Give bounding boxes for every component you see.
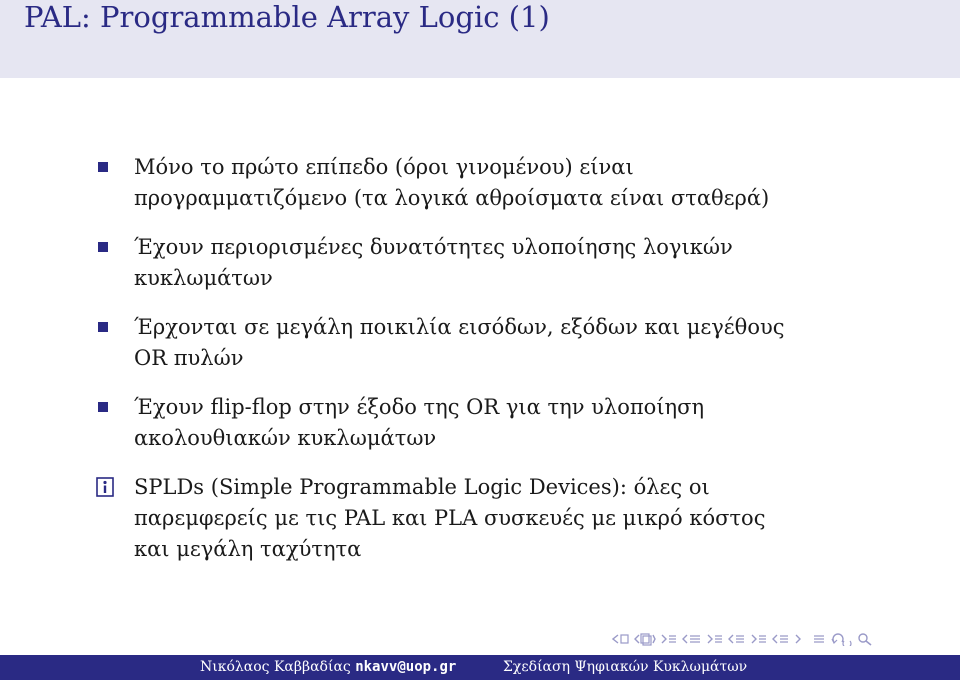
footer-author: Νικόλαος Καββαδίας xyxy=(200,659,351,675)
nav-subsection-icon[interactable] xyxy=(706,632,724,646)
square-bullet-icon xyxy=(98,162,108,172)
nav-next-section-icon[interactable] xyxy=(794,632,808,646)
slide-title: PAL: Programmable Array Logic (1) xyxy=(24,0,550,34)
bullet-line: κυκλωμάτων xyxy=(134,266,273,290)
nav-prev-subsection-icon[interactable] xyxy=(682,632,702,646)
nav-align-icon[interactable] xyxy=(812,632,826,646)
footer-author-info xyxy=(200,659,456,675)
nav-prev-frame-icon[interactable] xyxy=(612,632,630,646)
bullet-line: προγραμματιζόμενο (τα λογικά αθροίσματα είναι σταθερά) xyxy=(134,186,770,210)
info-icon xyxy=(94,476,116,498)
bullet-line: Έχουν περιορισμένες δυνατότητες υλοποίησης λογικών xyxy=(134,235,733,259)
navigation-bar xyxy=(612,626,874,652)
bullet-line: ακολουθιακών κυκλωμάτων xyxy=(134,426,437,450)
nav-next-subsection-icon[interactable] xyxy=(728,632,746,646)
nav-frame-icon[interactable] xyxy=(634,632,656,646)
bullet-line: SPLDs (Simple Programmable Logic Devices): όλες οι xyxy=(134,475,710,499)
bullet-line: OR πυλών xyxy=(134,346,244,370)
footer-bar xyxy=(0,655,960,680)
footer-email: nkavv@uop.gr xyxy=(355,659,457,675)
nav-prev-section-icon[interactable] xyxy=(750,632,768,646)
bullet-item xyxy=(94,232,924,294)
bullet-item xyxy=(94,152,924,214)
bullet-item xyxy=(94,472,924,565)
bullet-line: και μεγάλη ταχύτητα xyxy=(134,537,362,561)
square-bullet-icon xyxy=(98,322,108,332)
bullet-item xyxy=(94,392,924,454)
square-bullet-icon xyxy=(98,242,108,252)
nav-back-icon[interactable] xyxy=(830,632,852,646)
nav-search-icon[interactable] xyxy=(856,632,874,646)
square-bullet-icon xyxy=(98,402,108,412)
nav-section-icon[interactable] xyxy=(772,632,790,646)
bullet-line: Μόνο το πρώτο επίπεδο (όροι γινομένου) είναι xyxy=(134,155,634,179)
bullet-line: παρεμφερείς με τις PAL και PLA συσκευές με μικρό κόστος xyxy=(134,506,766,530)
title-bar xyxy=(0,0,960,78)
nav-next-frame-icon[interactable] xyxy=(660,632,678,646)
bullet-line: Έχουν flip-flop στην έξοδο της OR για την υλοποίηση xyxy=(134,395,705,419)
bullet-item xyxy=(94,312,924,374)
bullet-line: Έρχονται σε μεγάλη ποικιλία εισόδων, εξόδων και μεγέθους xyxy=(134,315,785,339)
footer-course: Σχεδίαση Ψηφιακών Κυκλωμάτων xyxy=(503,659,748,675)
bullet-list xyxy=(94,152,924,583)
